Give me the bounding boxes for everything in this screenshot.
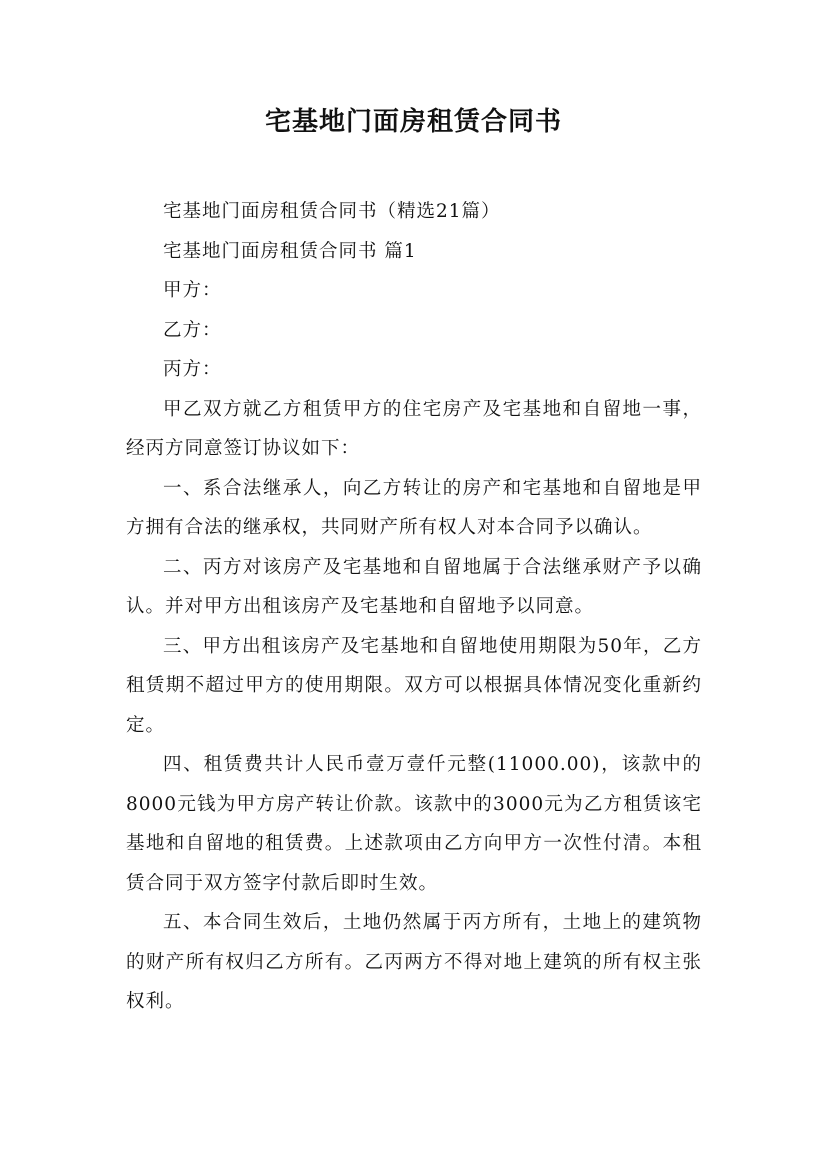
paragraph-clause-3: 三、甲方出租该房产及宅基地和自留地使用期限为50年，乙方租赁期不超过甲方的使用期限。双方可以根据具体情况变化重新约定。 bbox=[126, 635, 702, 736]
paragraph-party-c: 丙方： bbox=[163, 359, 222, 380]
paragraph-clause-5: 五、本合同生效后，土地仍然属于丙方所有，土地上的建筑物的财产所有权归乙方所有。乙丙两方不得对地上建筑的所有权主张权利。 bbox=[126, 912, 702, 1012]
paragraph-clause-2: 二、丙方对该房产及宅基地和自留地属于合法继承财产予以确认。并对甲方出租该房产及宅基地和自留地予以同意。 bbox=[126, 556, 702, 617]
paragraph-clause-1: 一、系合法继承人，向乙方转让的房产和宅基地和自留地是甲方拥有合法的继承权，共同财产所有权人对本合同予以确认。 bbox=[126, 477, 702, 538]
paragraph-section-heading: 宅基地门面房租赁合同书 篇1 bbox=[163, 240, 417, 262]
document-body bbox=[126, 192, 702, 1022]
paragraph-intro: 甲乙双方就乙方租赁甲方的住宅房产及宅基地和自留地一事，经丙方同意签订协议如下： bbox=[126, 398, 702, 459]
paragraph-clause-4: 四、租赁费共计人民币壹万壹仟元整(11000.00)，该款中的8000元钱为甲方房产转让价款。该款中的3000元为乙方租赁该宅基地和自留地的租赁费。上述款项由乙方向甲方一次性付清。本租赁合同于双方签字付款后即时生效。 bbox=[126, 754, 702, 894]
paragraph-subtitle: 宅基地门面房租赁合同书（精选21篇） bbox=[163, 201, 501, 222]
paragraph-party-b: 乙方： bbox=[163, 319, 222, 341]
document-title: 宅基地门面房租赁合同书 bbox=[264, 107, 562, 137]
paragraph-party-a: 甲方： bbox=[163, 280, 222, 301]
